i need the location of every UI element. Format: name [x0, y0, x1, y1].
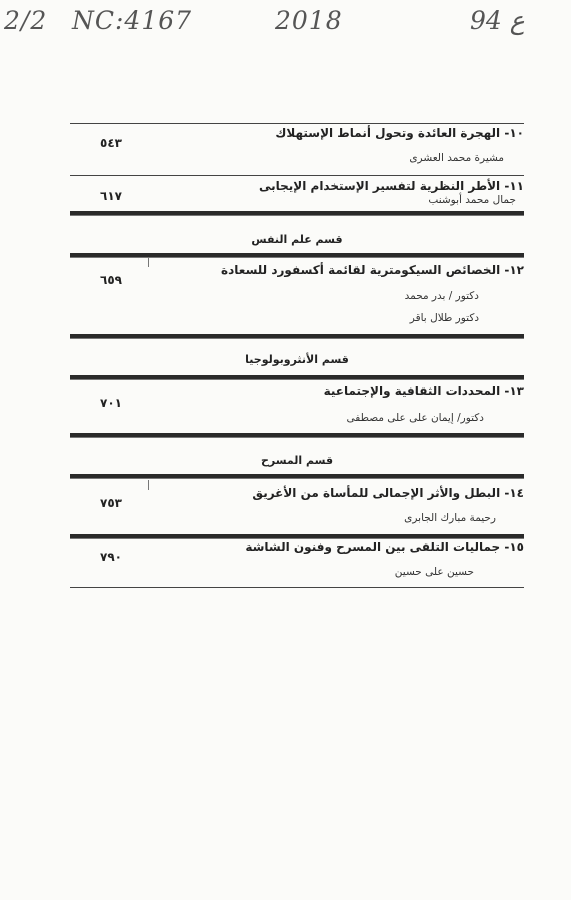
section-heading: قسم الأنثروبولوجيا	[245, 353, 349, 366]
entry-page-number: ٧٠١	[100, 396, 122, 410]
entry-author: دكتور / بدر محمد	[404, 290, 479, 302]
column-separator	[148, 257, 149, 267]
divider	[70, 211, 524, 216]
toc-entry	[70, 126, 524, 174]
divider	[70, 253, 524, 258]
entry-page-number: ٧٩٠	[100, 550, 122, 564]
divider	[70, 123, 524, 124]
entry-title: ١١- الأطر النظرية لتفسير الإستخدام الإيجابى	[258, 179, 524, 193]
entry-author: دكتور طلال باقر	[409, 312, 479, 324]
divider	[70, 175, 524, 176]
divider	[70, 534, 524, 539]
toc-entry	[70, 486, 524, 532]
divider	[70, 587, 524, 588]
divider	[70, 474, 524, 479]
entry-page-number: ٧٥٣	[100, 496, 122, 510]
entry-author: جمال محمد أبوشنب	[428, 194, 516, 206]
handwritten-year: 2018	[275, 6, 343, 35]
toc-entry	[70, 540, 524, 584]
entry-author: حسين على حسين	[394, 566, 474, 578]
divider	[70, 334, 524, 339]
column-separator	[148, 480, 149, 490]
toc-entry	[70, 263, 524, 329]
entry-title: ١٤- البطل والأثر الإجمالى للمأساة من الأغريق	[252, 486, 524, 500]
handwritten-volume: 94 ع	[470, 6, 525, 35]
entry-title: ١٠- الهجرة العائدة وتحول أنماط الإستهلاك	[275, 126, 524, 140]
toc-entry	[70, 179, 524, 209]
entry-page-number: ٦٥٩	[100, 273, 122, 287]
handwritten-page-fraction: 2/2	[4, 6, 48, 35]
section-heading: قسم المسرح	[260, 454, 334, 467]
divider	[70, 375, 524, 380]
entry-author: دكتور/ إيمان على على مصطفى	[346, 412, 484, 424]
entry-title: ١٥- جماليات التلقى بين المسرح وفنون الشاشة	[245, 540, 524, 554]
handwritten-code: NC:4167	[72, 6, 193, 35]
entry-page-number: ٥٤٣	[100, 136, 122, 150]
divider	[70, 433, 524, 438]
section-heading: قسم علم النفس	[251, 233, 343, 246]
entry-author: مشيرة محمد العشرى	[409, 152, 504, 164]
entry-page-number: ٦١٧	[100, 189, 122, 203]
entry-title: ١٢- الخصائص السيكومترية لقائمة أكسفورد للسعادة	[221, 263, 524, 277]
entry-title: ١٣- المحددات الثقافية والإجتماعية	[323, 384, 524, 398]
entry-author: رحيمة مبارك الجابرى	[404, 512, 496, 524]
toc-entry	[70, 384, 524, 430]
